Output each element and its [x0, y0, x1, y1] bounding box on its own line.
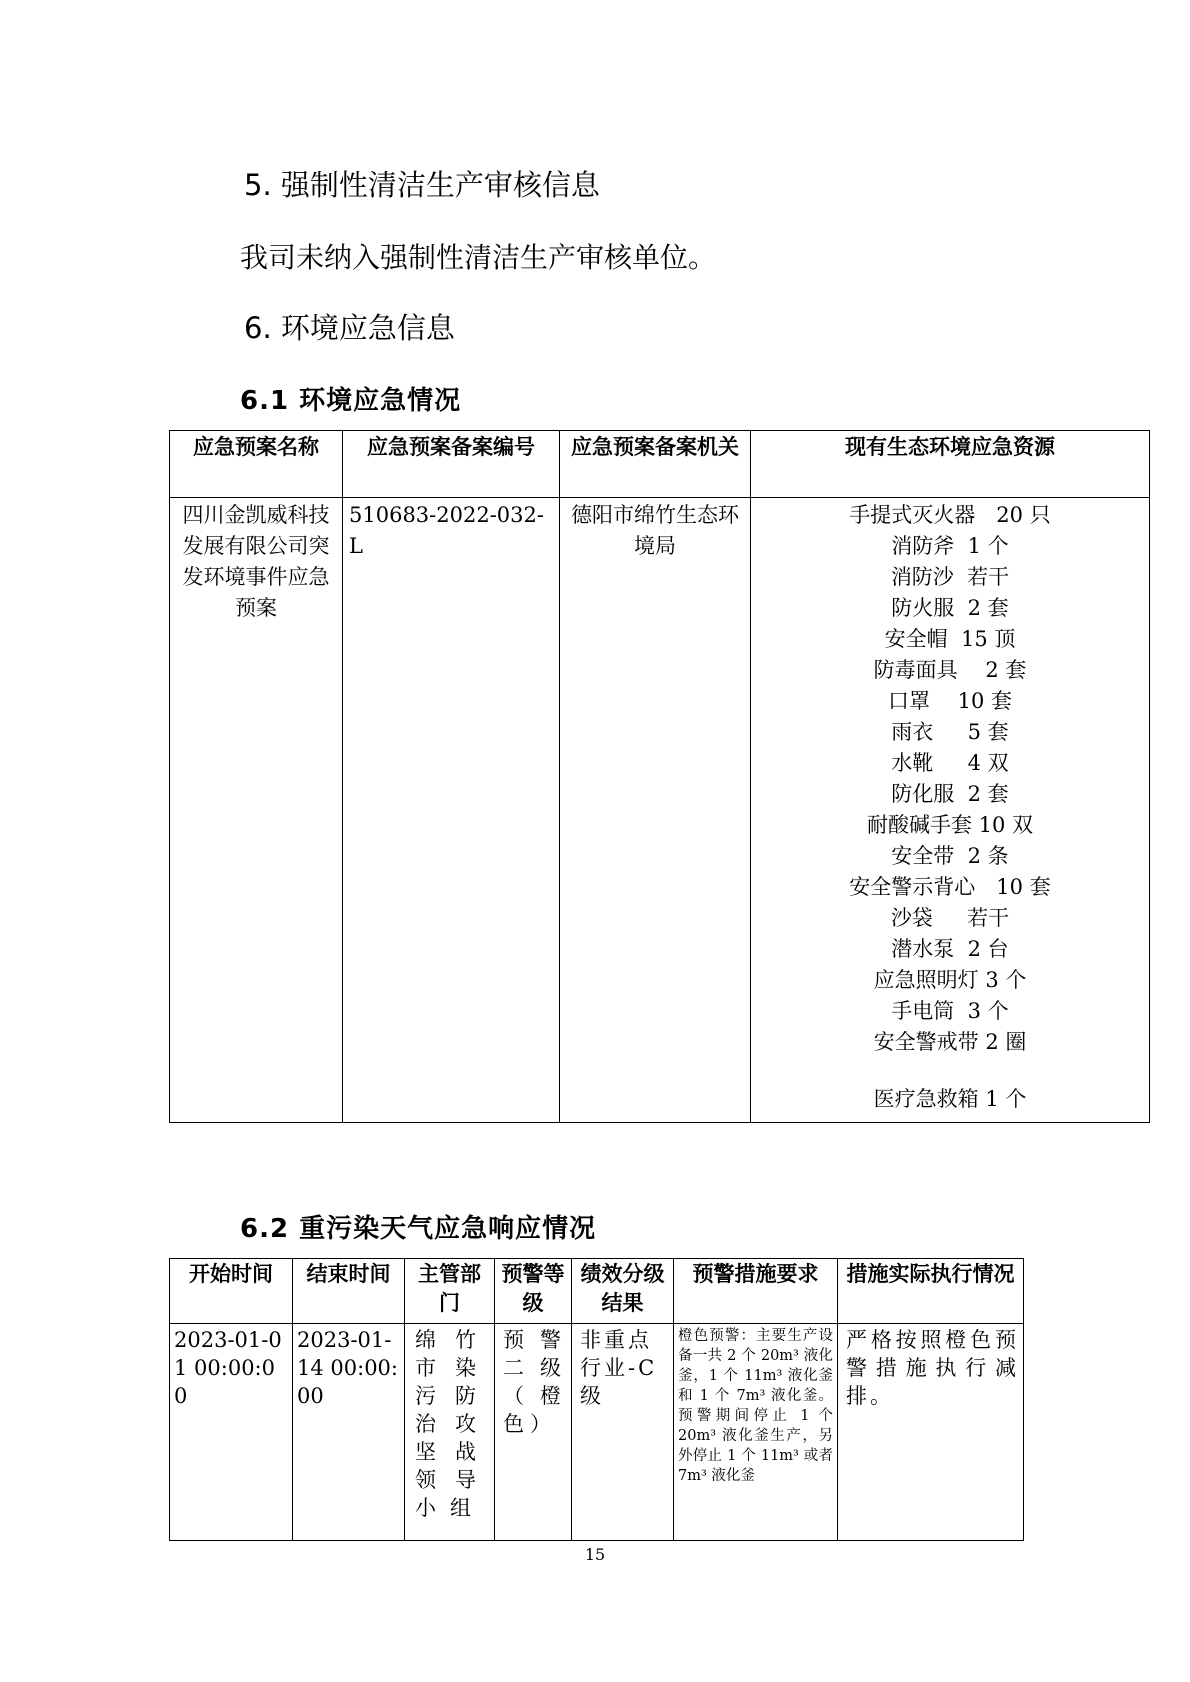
list-item: 沙袋 若干 — [890, 906, 1010, 930]
header-department: 主管部门 — [405, 1259, 495, 1324]
list-item: 消防沙 若干 — [890, 565, 1010, 589]
table-header-row — [170, 431, 1150, 498]
header-plan-authority: 应急预案备案机关 — [560, 431, 751, 498]
header-execution: 措施实际执行情况 — [838, 1259, 1024, 1324]
resources-cell — [751, 498, 1150, 1123]
warning-level-cell: 预警二级（橙色） — [495, 1324, 572, 1541]
table-row — [170, 1324, 1024, 1541]
emergency-plan-table — [169, 430, 1150, 1123]
header-measures: 预警措施要求 — [674, 1259, 838, 1324]
list-item: 雨衣 5 套 — [891, 720, 1009, 744]
start-time-cell: 2023-01-01 00:00:00 — [170, 1324, 293, 1541]
header-grade: 绩效分级结果 — [572, 1259, 674, 1324]
list-item: 安全带 2 条 — [891, 844, 1009, 868]
list-item: 应急照明灯 3 个 — [873, 968, 1027, 992]
list-item: 耐酸碱手套 10 双 — [866, 813, 1034, 837]
page-number: 15 — [584, 1545, 606, 1564]
table-header-row — [170, 1259, 1024, 1324]
list-item: 医疗急救箱 1 个 — [873, 1087, 1027, 1111]
section-6-heading: 6. 环境应急信息 — [244, 311, 455, 345]
header-resources: 现有生态环境应急资源 — [751, 431, 1150, 498]
list-item: 防毒面具 2 套 — [873, 658, 1027, 682]
list-item: 潜水泵 2 台 — [891, 937, 1009, 961]
list-item: 安全警戒带 2 圈 — [873, 1030, 1027, 1054]
list-item: 手电筒 3 个 — [891, 999, 1009, 1023]
header-start-time: 开始时间 — [170, 1259, 293, 1324]
grade-cell: 非重点行业-C级 — [572, 1324, 674, 1541]
list-item: 口罩 10 套 — [887, 689, 1013, 713]
list-item: 安全帽 15 顶 — [884, 627, 1016, 651]
header-plan-code: 应急预案备案编号 — [343, 431, 560, 498]
list-item: 手提式灭火器 20 只 — [849, 503, 1051, 527]
list-item: 安全警示背心 10 套 — [849, 875, 1051, 899]
table-row — [170, 498, 1150, 1123]
plan-name-cell: 四川金凯威科技发展有限公司突发环境事件应急预案 — [170, 498, 343, 1123]
execution-cell: 严格按照橙色预警措施执行减排。 — [838, 1324, 1024, 1541]
list-item: 防火服 2 套 — [891, 596, 1009, 620]
section-5-text: 我司未纳入强制性清洁生产审核单位。 — [240, 241, 717, 274]
department-cell: 绵竹市染污防治攻坚战领导小组 — [405, 1324, 495, 1541]
list-item: 消防斧 1 个 — [891, 534, 1009, 558]
list-item: 防化服 2 套 — [891, 782, 1009, 806]
list-item: 水靴 4 双 — [891, 751, 1009, 775]
header-plan-name: 应急预案名称 — [170, 431, 343, 498]
pollution-response-table — [169, 1258, 1024, 1541]
header-end-time: 结束时间 — [293, 1259, 405, 1324]
section-6-1-heading: 6.1 环境应急情况 — [240, 386, 462, 416]
resources-list — [757, 500, 1143, 1115]
end-time-cell: 2023-01-14 00:00:00 — [293, 1324, 405, 1541]
section-6-2-heading: 6.2 重污染天气应急响应情况 — [240, 1214, 597, 1244]
header-warning-level: 预警等级 — [495, 1259, 572, 1324]
plan-code-cell: 510683-2022-032-L — [343, 498, 560, 1123]
measures-cell: 橙色预警：主要生产设备一共 2 个 20m³ 液化釜，1 个 11m³ 液化釜和 1 个 7m³ 液化釜。预警期间停止 1 个 20m³ 液化釜生产，另外停止 1 个 11m³ 或者 7m³ 液化釜 — [674, 1324, 838, 1541]
plan-authority-cell: 德阳市绵竹生态环境局 — [560, 498, 751, 1123]
section-5-heading: 5. 强制性清洁生产审核信息 — [244, 168, 600, 202]
